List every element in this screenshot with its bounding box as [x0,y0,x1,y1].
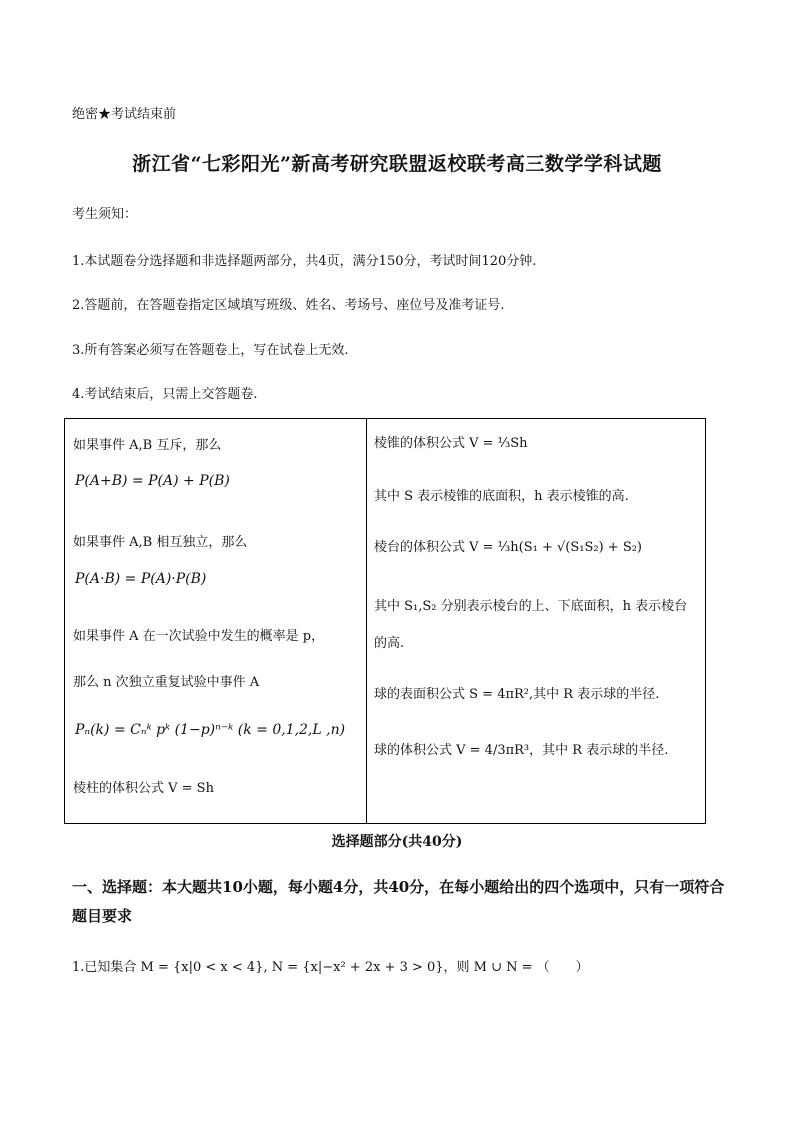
formula-left: 棱柱的体积公式 V = Sh [73,781,214,796]
notice-item: 2.答题前，在答题卷指定区域填写班级、姓名、考场号、座位号及准考证号. [72,298,505,313]
part-heading: 一、选择题：本大题共10小题，每小题4分，共40分，在每小题给出的四个选项中，只有一项符合题目要求 [72,878,725,925]
formula-right: 棱锥的体积公式 V = ⅓Sh [374,436,528,451]
notice-item: 1.本试题卷分选择题和非选择题两部分，共4页，满分150分，考试时间120分钟. [72,254,537,269]
page-title: 浙江省“七彩阳光”新高考研究联盟返校联考高三数学学科试题 [132,153,662,175]
section-title: 选择题部分(共40分) [331,834,463,850]
formula-left: 如果事件 A 在一次试验中发生的概率是 p， [73,629,325,644]
confidential-label: 绝密★考试结束前 [72,107,177,122]
formula-left: P(A+B) = P(A) + P(B) [75,473,230,489]
formula-table [64,418,706,824]
formula-left: 如果事件 A,B 互斥，那么 [73,438,222,453]
formula-right: 球的表面积公式 S = 4πR²,其中 R 表示球的半径. [374,687,660,702]
question-1: 1.已知集合 M = {x|0 < x < 4}, N = {x|−x² + 2x + 3 > 0}，则 M ∪ N = （ ） [72,960,589,975]
formula-right: 其中 S₁,S₂ 分别表示棱台的上、下底面积，h 表示棱台 [374,599,688,614]
formula-left: 那么 n 次独立重复试验中事件 A [73,675,260,690]
formula-right: 棱台的体积公式 V = ⅓h(S₁ + √(S₁S₂) + S₂) [374,540,643,555]
formula-left: 如果事件 A,B 相互独立，那么 [73,535,248,550]
formula-left: Pₙ(k) = Cₙᵏ pᵏ (1−p)ⁿ⁻ᵏ (k = 0,1,2,L ,n) [75,722,346,738]
formula-right: 的高. [374,636,405,651]
formula-right: 球的体积公式 V = 4/3πR³，其中 R 表示球的半径. [374,743,669,758]
table-divider [366,419,367,823]
notice-item: 4.考试结束后，只需上交答题卷. [72,387,258,402]
notice-heading: 考生须知： [72,207,138,222]
formula-left: P(A·B) = P(A)·P(B) [75,571,207,587]
notice-item: 3.所有答案必须写在答题卷上，写在试卷上无效. [72,343,349,358]
formula-right: 其中 S 表示棱锥的底面积，h 表示棱锥的高. [374,489,629,504]
